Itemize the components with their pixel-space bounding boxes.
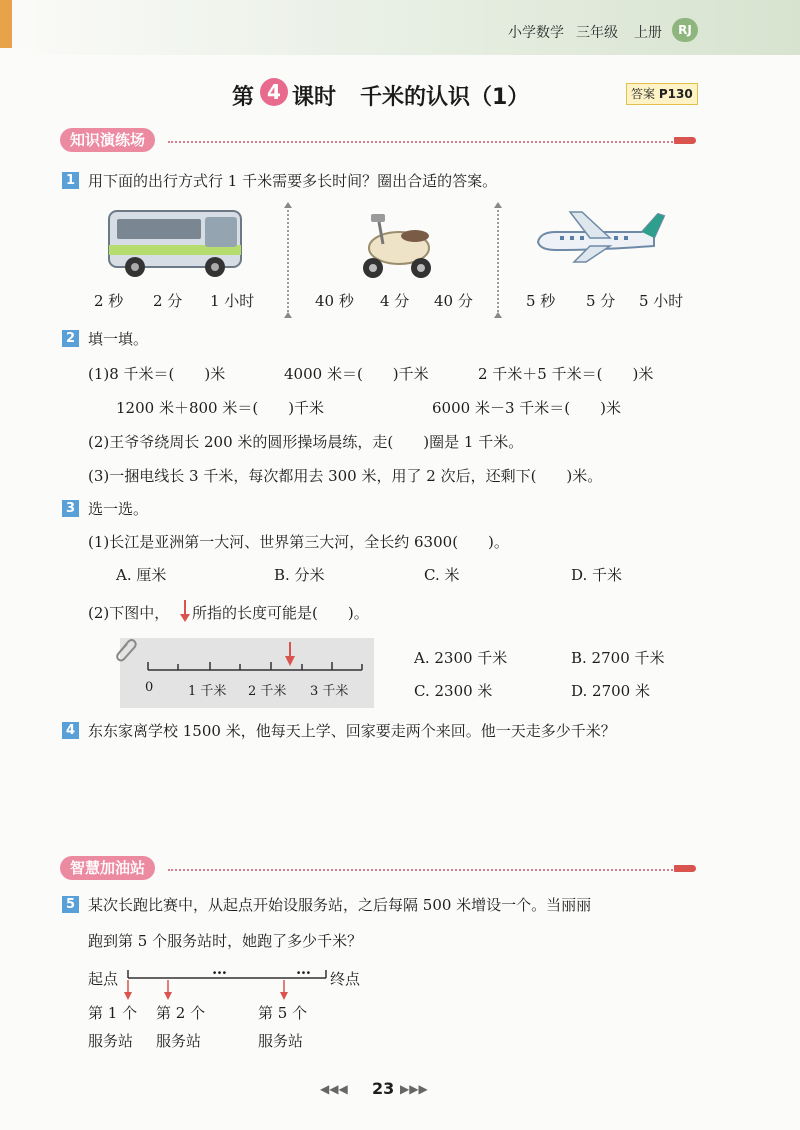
group-divider xyxy=(287,206,289,312)
group-divider xyxy=(497,206,499,312)
page-number: 23 xyxy=(372,1079,395,1098)
pen-icon xyxy=(674,137,696,144)
q3-part2-a: (2)下图中， xyxy=(88,604,170,622)
station-label: 第 2 个 xyxy=(156,1004,206,1022)
question-number: 1 xyxy=(62,172,79,189)
section-divider xyxy=(168,141,673,143)
q2-blank-item[interactable]: 6000 米－3 千米＝( )米 xyxy=(432,399,621,417)
q2-text: 填一填。 xyxy=(88,330,149,348)
q3-option[interactable]: B. 分米 xyxy=(274,566,325,584)
q1-option[interactable]: 5 小时 xyxy=(639,292,684,310)
answer-page: P130 xyxy=(658,87,693,101)
q3-option[interactable]: C. 米 xyxy=(424,566,460,584)
title-suffix: 课时 xyxy=(292,85,337,110)
binding-strip xyxy=(0,0,12,48)
divider-cap-icon xyxy=(494,312,502,318)
q2-blank-item[interactable]: 1200 米＋800 米＝( )千米 xyxy=(116,399,325,417)
question-number: 5 xyxy=(62,896,79,913)
station-label: 第 1 个 xyxy=(88,1004,138,1022)
start-label: 起点 xyxy=(88,970,119,988)
q5-text-line1: 某次长跑比赛中，从起点开始设服务站，之后每隔 500 米增设一个。当丽丽 xyxy=(88,896,592,914)
q1-option[interactable]: 5 分 xyxy=(586,292,616,310)
red-arrow-icon xyxy=(178,598,192,624)
paperclip-icon xyxy=(112,636,138,662)
q1-option[interactable]: 4 分 xyxy=(380,292,410,310)
station-label: 服务站 xyxy=(156,1032,202,1050)
ruler-label: 3 千米 xyxy=(310,684,349,699)
ruler-label: 1 千米 xyxy=(188,684,227,699)
answer-label: 答案 xyxy=(631,87,656,101)
divider-cap-icon xyxy=(284,202,292,208)
divider-cap-icon xyxy=(284,312,292,318)
ellipsis: … xyxy=(296,960,311,978)
q3-text: 选一选。 xyxy=(88,500,149,518)
footer-right-arrows: ▶▶▶ xyxy=(400,1082,428,1096)
q4-text: 东东家离学校 1500 米，他每天上学、回家要走两个来回。他一天走多少千米？ xyxy=(88,722,616,740)
bus-icon xyxy=(105,205,247,280)
q1-option[interactable]: 2 分 xyxy=(153,292,183,310)
q3-part2-b: 所指的长度可能是( )。 xyxy=(192,604,369,622)
q1-option[interactable]: 40 秒 xyxy=(315,292,354,310)
q3-option[interactable]: C. 2300 米 xyxy=(414,682,493,700)
q5-text-line2: 跑到第 5 个服务站时，她跑了多少千米？ xyxy=(88,932,363,950)
q2-blank-item[interactable]: 2 千米＋5 千米＝( )米 xyxy=(478,365,654,383)
section-practice: 知识演练场 xyxy=(60,128,155,152)
section-divider xyxy=(168,869,673,871)
q2-blank-item[interactable]: 4000 米＝( )千米 xyxy=(284,365,429,383)
q1-text: 用下面的出行方式行 1 千米需要多长时间？圈出合适的答案。 xyxy=(88,172,498,190)
title-prefix: 第 xyxy=(232,85,255,110)
end-label: 终点 xyxy=(330,970,361,988)
header-grade: 三年级 xyxy=(576,25,618,41)
footer-left-arrows: ◀◀◀ xyxy=(320,1082,348,1096)
q3-option[interactable]: D. 2700 米 xyxy=(571,682,650,700)
question-number: 3 xyxy=(62,500,79,517)
page-title: 千米的认识（1） xyxy=(360,85,530,110)
q3-part1: (1)长江是亚洲第一大河、世界第三大河，全长约 6300( )。 xyxy=(88,533,509,551)
q1-option[interactable]: 2 秒 xyxy=(94,292,124,310)
station-label: 服务站 xyxy=(258,1032,304,1050)
q1-option[interactable]: 1 小时 xyxy=(210,292,255,310)
station-label: 服务站 xyxy=(88,1032,134,1050)
q3-option[interactable]: A. 2300 千米 xyxy=(414,649,508,667)
q2-blank-item[interactable]: (1)8 千米＝( )米 xyxy=(88,365,226,383)
q1-option[interactable]: 40 分 xyxy=(434,292,473,310)
question-number: 4 xyxy=(62,722,79,739)
pen-icon xyxy=(674,865,696,872)
q3-option[interactable]: B. 2700 千米 xyxy=(571,649,665,667)
answer-reference xyxy=(626,83,698,105)
lesson-number: 4 xyxy=(260,78,288,106)
header-term: 上册 xyxy=(634,25,662,41)
q3-option[interactable]: D. 千米 xyxy=(571,566,623,584)
divider-cap-icon xyxy=(494,202,502,208)
q2-blank-item[interactable]: (2)王爷爷绕周长 200 米的圆形操场晨练，走( )圈是 1 千米。 xyxy=(88,433,524,451)
ruler-label: 2 千米 xyxy=(248,684,287,699)
edition-badge: RJ xyxy=(672,18,698,42)
ruler-label: 0 xyxy=(145,680,154,695)
q2-blank-item[interactable]: (3)一捆电线长 3 千米，每次都用去 300 米，用了 2 次后，还剩下( )米。 xyxy=(88,467,603,485)
ruler-line xyxy=(140,640,372,680)
ellipsis: … xyxy=(212,960,227,978)
question-number: 2 xyxy=(62,330,79,347)
header-subject: 小学数学 xyxy=(508,25,564,41)
station-label: 第 5 个 xyxy=(258,1004,308,1022)
scooter-icon xyxy=(357,208,437,282)
section-extension: 智慧加油站 xyxy=(60,856,155,880)
airplane-icon xyxy=(530,208,668,264)
q1-option[interactable]: 5 秒 xyxy=(526,292,556,310)
q3-option[interactable]: A. 厘米 xyxy=(116,566,167,584)
